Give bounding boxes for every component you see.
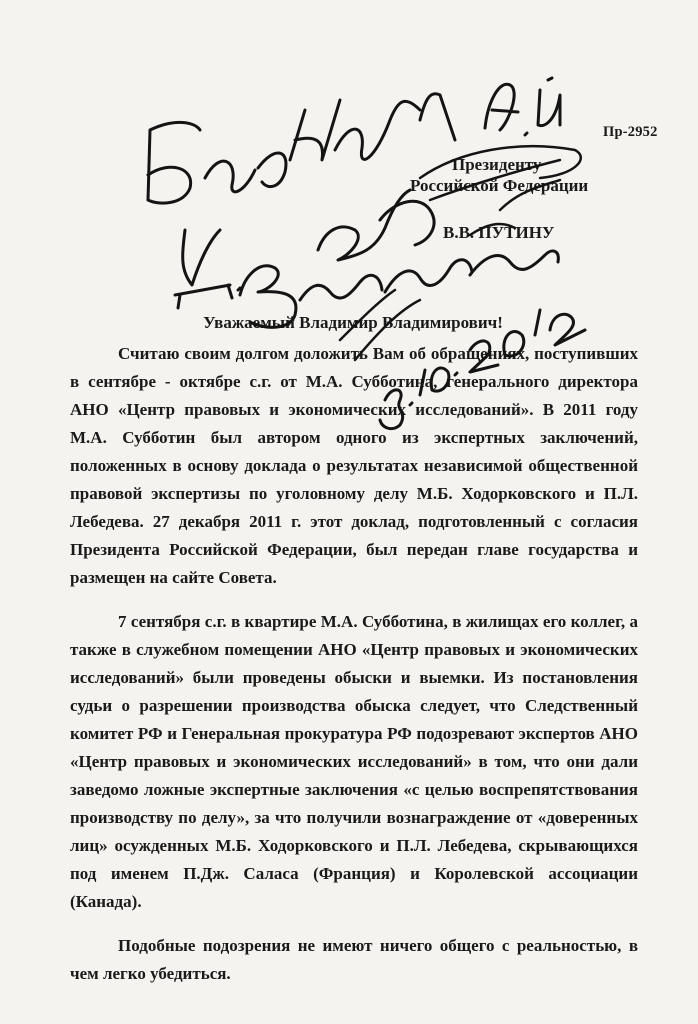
salutation: Уважаемый Владимир Владимирович! — [203, 313, 503, 332]
addressee-title: Президенту — [452, 155, 542, 174]
paragraph-2: 7 сентября с.г. в квартире М.А. Субботина, в жилищах его коллег, а также в служебном помещении АНО «Центр правовых и экономических исследований» были проведены обыски и выемки. Из постановления судьи о разрешении производства обыска следует, что Следственный комитет РФ и Генеральная прокуратура РФ подозревают экспертов АНО «Центр правовых и экономических исследований» в том, что они дали заведомо ложные экспертные заключения «с целью воспрепятствования производству по делу», за что получили вознаграждение от «доверенных лиц» осужденных М.Б. Ходорковского и П.Л. Лебедева, скрывающихся под именем П.Дж. Саласа (Франция) и Королевской ассоциации (Канада). — [70, 612, 638, 911]
paragraph-1: Считаю своим долгом доложить Вам об обращениях, поступивших в сентябре - октябре с.г. от М.А. Субботина, генерального директора АНО «Центр правовых и экономических исследований». В 2011 году М.А. Субботин был автором одного из экспертных заключений, положенных в основу доклада о результатах независимой общественной правовой экспертизы по уголовному делу М.Б. Ходорковского и П.Л. Лебедева. 27 декабря 2011 г. этот доклад, подготовленный с согласия Президента Российской Федерации, был передан главе государства и размещен на сайте Совета. — [70, 344, 638, 587]
letter-body — [70, 340, 638, 1004]
paragraph-3: Подобные подозрения не имеют ничего общего с реальностью, в чем легко убедиться. — [70, 936, 638, 983]
reference-number: Пр-2952 — [603, 124, 658, 140]
addressee-country: Российской Федерации — [410, 176, 589, 195]
addressee-name: В.В. ПУТИНУ — [443, 223, 555, 242]
